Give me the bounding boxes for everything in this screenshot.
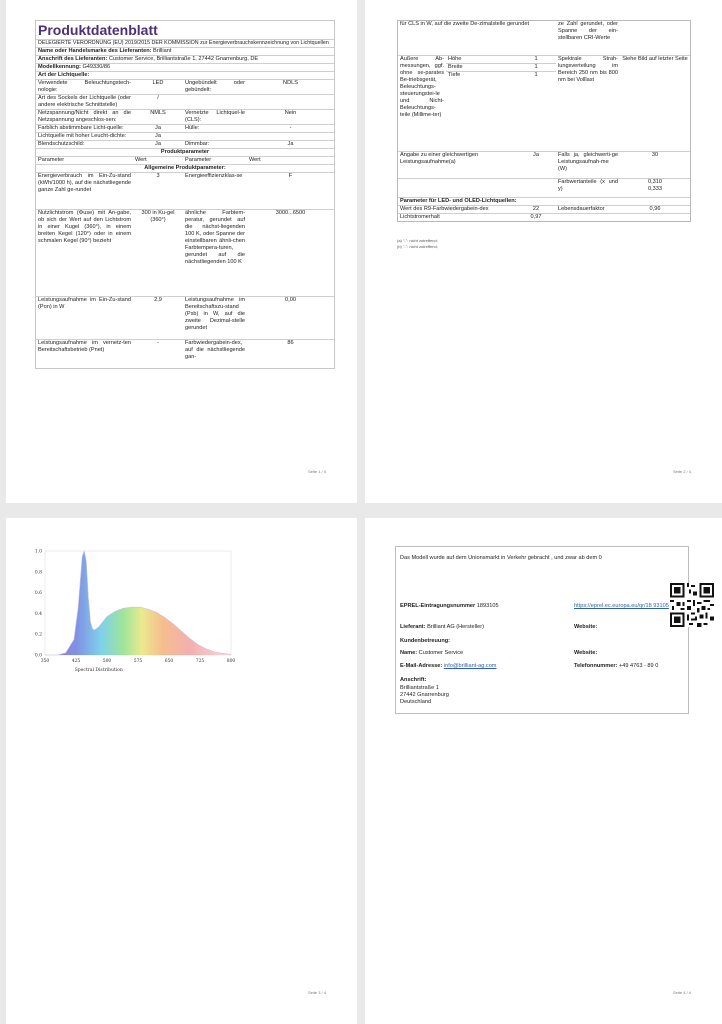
table-row: [36, 141, 334, 149]
datasheet-page-1: [6, 0, 357, 503]
cell-value: -: [157, 340, 159, 346]
cell-value: 3000...6500: [275, 210, 306, 216]
product-params-heading: Produktparameter: [36, 149, 334, 156]
table-header-row: [36, 157, 334, 165]
cell-label: Art des Sockels der Lichtquelle (oder andere elektrische Schnittstelle): [38, 95, 131, 108]
model-row: [36, 64, 334, 71]
spectral-distribution-chart: [31, 543, 261, 703]
general-params-heading: Allgemeine Produktparameter:: [36, 165, 334, 172]
dimensions-subtable: [446, 56, 556, 151]
name-label: Name:: [400, 650, 418, 656]
cell-value: 30: [651, 152, 659, 158]
cell-value: Ja: [533, 152, 539, 158]
supplier-address-value: Customer Service, Brilliantstraße 1, 27442 Gnarrenburg, DE: [108, 56, 259, 62]
cell-empty: [556, 214, 690, 221]
cell-label: Farblich abstimmbare Licht-quelle:: [38, 125, 124, 131]
lightsource-type-label: Art der Lichtquelle:: [38, 72, 90, 78]
datasheet-page-2: [365, 0, 722, 503]
cell-empty: [398, 179, 556, 197]
table-row: [36, 125, 334, 133]
cell-label: Farbwertanteile (x und y): [558, 179, 618, 192]
address-line: Deutschland: [400, 699, 432, 705]
supplier-row: [400, 624, 484, 631]
model-value: G49330/86: [82, 64, 111, 70]
cell-value: 22: [532, 206, 540, 212]
eprel-link[interactable]: https://eprel.ec.europa.eu/qr/18 93105: [574, 603, 669, 609]
y-tick-label: 0.8: [34, 570, 42, 576]
y-tick-label: 0.0: [34, 653, 42, 659]
phone-row: [574, 663, 658, 670]
cell-label: Verwendete Beleuchtungstech-nologie:: [38, 80, 131, 93]
y-tick-label: 0.4: [34, 611, 42, 617]
cell-value: 0,00: [285, 297, 296, 303]
cell-value: NDLS: [283, 80, 298, 86]
market-text: Das Modell wurde auf dem Unionsmarkt in Verkehr gebracht , und zwar ab dem 0: [400, 555, 602, 561]
supplier-label: Lieferant:: [400, 624, 426, 630]
x-axis-label: Spectral Distribution: [74, 668, 123, 673]
table-row: [398, 56, 690, 152]
cell-value: Siehe Bild auf letzter Seite: [622, 56, 688, 62]
cell-label: Vernetzte Lichtquel-le (CLS):: [185, 110, 245, 123]
model-label: Modellkennung:: [38, 64, 81, 70]
cell-value: F: [288, 173, 293, 179]
cell-value: 0,97: [530, 214, 542, 220]
footnote: (a) "-": nicht zutreffend;: [397, 238, 438, 243]
cell-label: [183, 95, 247, 109]
table-row: [398, 152, 690, 179]
website-label-2: Website:: [574, 650, 598, 656]
y-tick-label: 0.6: [34, 591, 42, 597]
led-params-heading: Parameter für LED- und OLED-Lichtquellen:: [400, 198, 517, 204]
eprel-info-box: [395, 546, 689, 714]
chroma-values: [620, 179, 690, 197]
cell-label: ze Zahl gerundet, oder Spanne der ein-stellbaren CRI-Werte: [558, 21, 618, 41]
cell-value: 86: [287, 340, 294, 346]
dim-name: Höhe: [448, 56, 462, 62]
x-tick-label: 425: [71, 659, 81, 664]
table-row: [36, 80, 334, 95]
page-title: Produktdatenblatt: [38, 22, 158, 38]
footnotes: [397, 238, 438, 250]
cell-label: Leistungsaufnahme im Bereitschaftszu-stand (Psb) in W, auf die zweite Dezimal-stelle gerundet: [185, 297, 245, 331]
cell-label: Energieverbrauch im Ein-Zu-stand (kWh/1000 h), auf die nächstliegende ganze Zahl ge-rundet: [38, 173, 131, 193]
table-row: [36, 340, 334, 368]
cell-label: für CLS in W, auf die zweite De-zimalstelle gerundet: [400, 21, 530, 27]
cell-label: Leistungsaufnahme im vernetz-ten Bereitschaftsbetrieb (Pnet): [38, 340, 131, 353]
cell-value: Ja: [155, 133, 161, 139]
qr-code-icon: [670, 583, 714, 627]
page-number: Seite 1 / 4: [308, 469, 327, 474]
y-tick-label: 1.0: [34, 549, 42, 555]
x-tick-label: 725: [195, 659, 205, 664]
supplier-address-row: [36, 56, 334, 63]
cell-label: Lichtstromerhalt: [400, 214, 440, 220]
cell-label: Äußere Ab-messungen, ggf. ohne se-parates Be-triebsgerät, Beleuchtungs-steuerungstei-le und Nicht-Beleuchtungs-teile (Millime-ter): [400, 56, 444, 118]
datasheet-table-1: [35, 20, 335, 369]
spectrum-area: [45, 551, 231, 655]
website-label: Website:: [574, 624, 598, 630]
regulation-text: DELEGIERTE VERORDNUNG (EU) 2019/2015 DER KOMMISSION zur Energieverbrauchskennzeichnung von Lichtquellen: [38, 40, 329, 46]
cell-value: LED: [152, 80, 164, 86]
dim-value: 1: [534, 64, 538, 70]
cell-label: Blendschutzschild:: [38, 141, 85, 147]
column-header: Wert: [135, 157, 147, 163]
dim-name: Breite: [448, 64, 463, 70]
cell-label: Netzspannung/Nicht direkt an die Netzspannung angeschlos-sen:: [38, 110, 131, 123]
y-tick-label: 0.2: [34, 632, 42, 638]
table-row: [36, 297, 334, 340]
cell-label: Nutzlichtstrom (Φuse) mit An-gabe, ob sich der Wert auf den Lichtstrom in einer Kugel (360°), in einem breiten Kegel (120°) oder in einem schmalen Kegel (90°) bezieht: [38, 210, 131, 244]
supplier-name-row: [36, 48, 334, 55]
table-row: [398, 214, 690, 221]
cell-label: Energieeffizienzklas-se: [185, 173, 243, 179]
cell-label: Dimmbar:: [185, 141, 210, 147]
cell-label: ähnliche Farbtem-peratur, gerundet auf die nächst-liegenden 100 K, oder Spanne der einstellbaren ähnli-chen Farbtempera-turen, gerundet auf die nächstliegenden 100 K: [185, 210, 245, 265]
cell-value: Ja: [155, 141, 161, 147]
cell-label: Spektrale Strah-lungsverteilung im Bereich 250 nm bis 800 nm bei Volllast: [558, 56, 618, 83]
x-tick-label: 500: [102, 659, 112, 664]
page-number: Seite 2 / 4: [673, 469, 692, 474]
cell-value: /: [157, 95, 159, 101]
cell-label: Leistungsaufnahme im Ein-Zu-stand (Pon) in W: [38, 297, 131, 310]
phone-label: Telefonnummer:: [574, 663, 618, 669]
datasheet-table-2: [397, 20, 691, 222]
eprel-number: 1893105: [476, 603, 499, 609]
email-link[interactable]: info@brilliant-ag.com: [443, 663, 497, 669]
x-tick-label: 350: [40, 659, 50, 664]
cell-value: 3: [156, 173, 160, 179]
table-row: [36, 133, 334, 141]
email-row: [400, 663, 496, 670]
column-header: Parameter: [38, 157, 65, 163]
page-number: Seite 3 / 4: [308, 990, 327, 995]
supplier-name-label: Name oder Handelsmarke des Lieferanten:: [38, 48, 152, 54]
page-number: Seite 4 / 4: [673, 990, 692, 995]
table-row: [36, 110, 334, 125]
cell-value: [247, 95, 334, 109]
x-tick-label: 650: [164, 659, 174, 664]
x-tick-label: 575: [133, 659, 143, 664]
table-row: [36, 173, 334, 210]
cell-value: Ja: [155, 125, 161, 131]
cell-label: Hülle:: [185, 125, 200, 131]
cell-label: Lichtquelle mit hoher Leucht-dichte:: [38, 133, 127, 139]
phone-value: +49 4763 - 89 0: [618, 663, 659, 669]
table-row: [398, 206, 690, 214]
address-label: Anschrift:: [400, 677, 427, 683]
chroma-x: 0,310: [648, 179, 662, 185]
dim-name: Tiefe: [448, 72, 461, 78]
supplier-name-value: Brilliant: [153, 48, 172, 54]
cell-label: Falls ja, gleichwerti-ge Leistungsaufnah-me (W): [558, 152, 618, 172]
footnote: (b) "-": nicht zutreffend;: [397, 244, 438, 249]
name-value: Customer Service: [418, 650, 464, 656]
datasheet-page-4: [365, 518, 722, 1024]
cell-value: NMLS: [150, 110, 166, 116]
supplier-value: Brilliant AG (Hersteller): [427, 624, 484, 630]
address-block: [400, 685, 449, 706]
column-header: Wert: [249, 157, 261, 163]
cell-label: Lebensdauerfaktor: [558, 206, 605, 212]
cell-value: Nein: [284, 110, 297, 116]
address-line: 27442 Gnarrenburg: [400, 692, 449, 698]
care-name-row: [400, 650, 463, 657]
supplier-address-label: Anschrift des Lieferanten:: [38, 56, 108, 62]
cell-value: 300 in Ku-gel (360°): [141, 210, 175, 223]
eprel-row: [400, 603, 499, 610]
table-row: [398, 21, 690, 56]
address-line: Brilliantstraße 1: [400, 685, 439, 691]
x-tick-label: 800: [226, 659, 236, 664]
email-label: E-Mail-Adresse:: [400, 663, 443, 669]
chroma-y: 0,333: [648, 186, 662, 192]
column-header: Parameter: [185, 157, 212, 163]
cell-label: Angabe zu einer gleichwertigen Leistungsaufnahme(a): [400, 152, 479, 165]
dim-value: 1: [534, 72, 538, 78]
table-row: [36, 210, 334, 297]
cell-value: [247, 133, 334, 140]
cell-label: Wert des R9-Farbwiedergabein-dex: [400, 206, 489, 212]
cell-label: Farbwiedergabein-dex, auf die nächstliegende gan-: [185, 340, 245, 360]
cell-value: 0,96: [649, 206, 661, 212]
cell-label: [183, 133, 247, 140]
dim-value: 1: [534, 56, 538, 62]
table-row: [398, 179, 690, 198]
cell-label: Ungebündelt oder gebündelt:: [185, 80, 245, 93]
cell-empty: [620, 21, 690, 55]
table-row: [36, 95, 334, 110]
cell-value: -: [289, 125, 292, 131]
customer-care-label: Kundenbetreuung:: [400, 638, 451, 644]
eprel-label: EPREL-Eintragungsnummer: [400, 603, 476, 609]
cell-value: Ja: [287, 141, 294, 147]
datasheet-page-3: [6, 518, 357, 1024]
cell-value: 2,9: [154, 297, 162, 303]
